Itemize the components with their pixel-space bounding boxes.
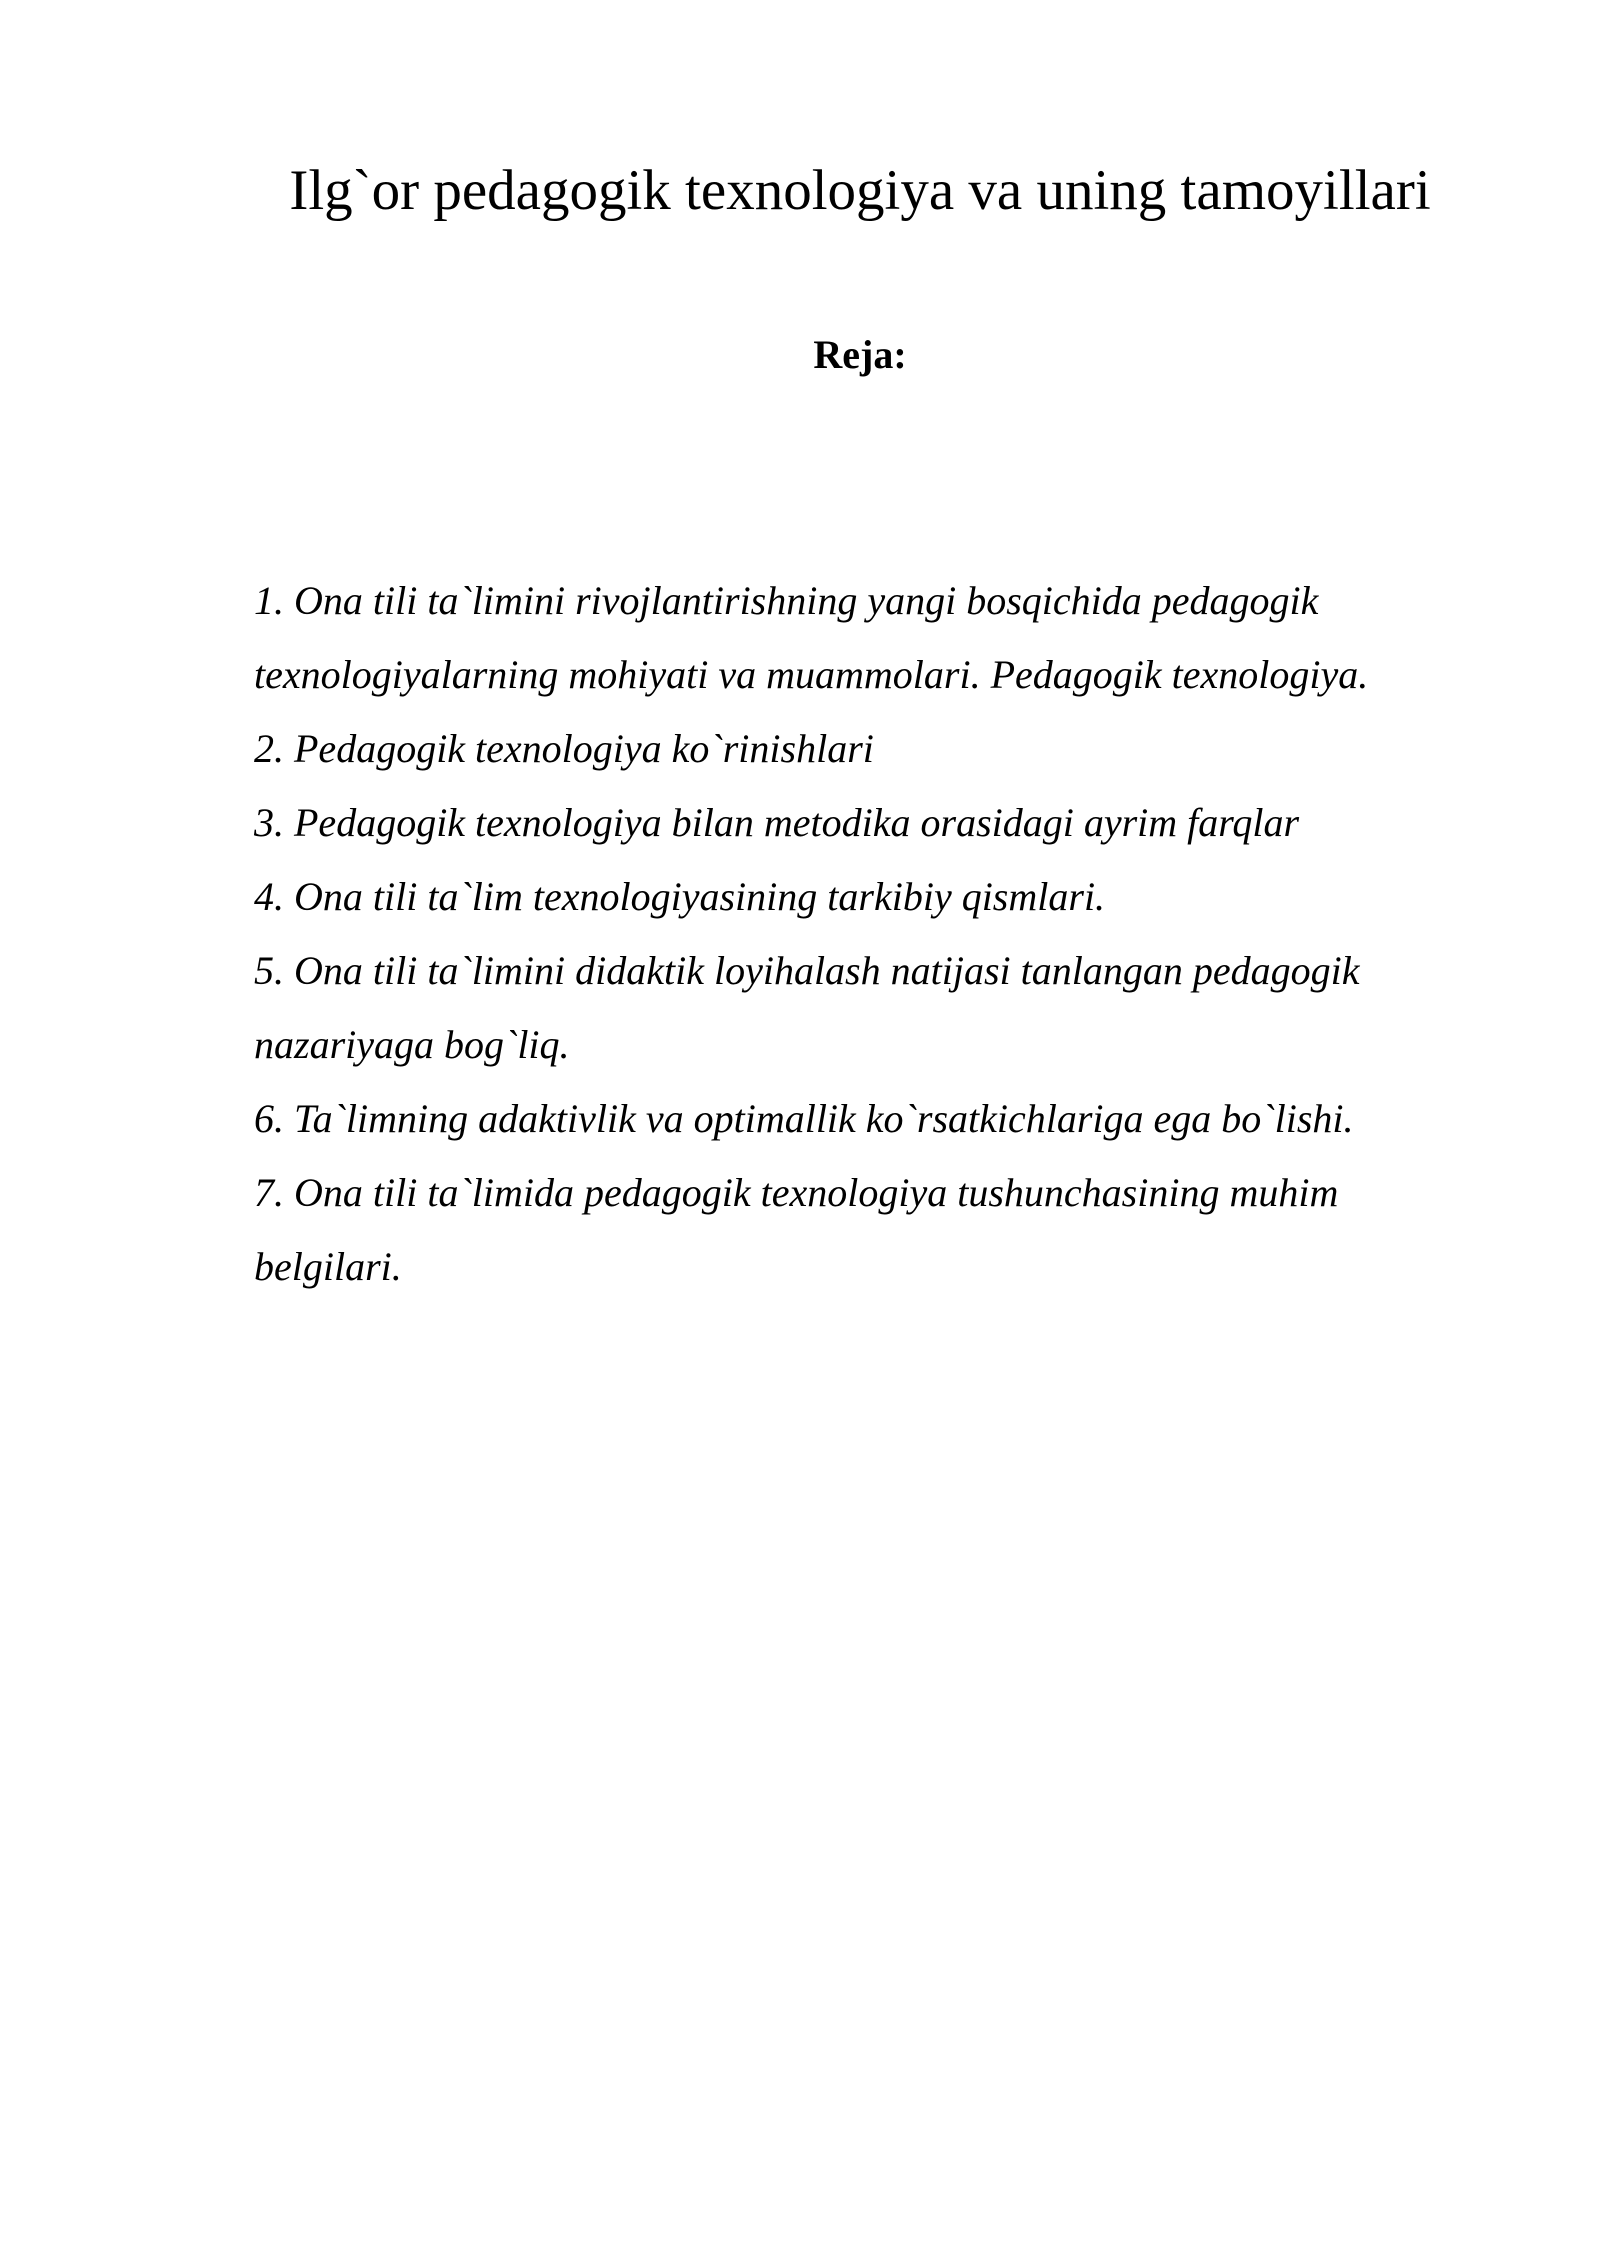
plan-item-6 <box>254 1082 1484 1156</box>
plan-item-3 <box>254 786 1484 860</box>
plan-item-7 <box>254 1156 1484 1304</box>
plan-item-1 <box>254 564 1484 712</box>
plan-item-line: 7. Ona tili ta`limida pedagogik texnologiya tushunchasining muhim <box>254 1170 1339 1215</box>
plan-item-line: 2. Pedagogik texnologiya ko`rinishlari <box>254 726 874 771</box>
plan-item-line: 4. Ona tili ta`lim texnologiyasining tarkibiy qismlari. <box>254 874 1106 919</box>
plan-item-5 <box>254 934 1484 1082</box>
plan-item-2 <box>254 712 1484 786</box>
document-title: Ilg`or pedagogik texnologiya va uning tamoyillari <box>289 159 1431 222</box>
plan-heading: Reja: <box>813 332 907 377</box>
plan-list <box>254 564 1484 1304</box>
plan-item-line: 5. Ona tili ta`limini didaktik loyihalash natijasi tanlangan pedagogik <box>254 948 1360 993</box>
plan-item-4 <box>254 860 1484 934</box>
plan-item-line: 3. Pedagogik texnologiya bilan metodika orasidagi ayrim farqlar <box>254 800 1300 845</box>
plan-item-line: nazariyaga bog`liq. <box>254 1022 570 1067</box>
plan-item-line: texnologiyalarning mohiyati va muammolari. Pedagogik texnologiya. <box>254 652 1369 697</box>
plan-item-line: 6. Ta`limning adaktivlik va optimallik ko`rsatkichlariga ega bo`lishi. <box>254 1096 1354 1141</box>
plan-item-line: belgilari. <box>254 1244 402 1289</box>
plan-item-line: 1. Ona tili ta`limini rivojlantirishning yangi bosqichida pedagogik <box>254 578 1319 623</box>
